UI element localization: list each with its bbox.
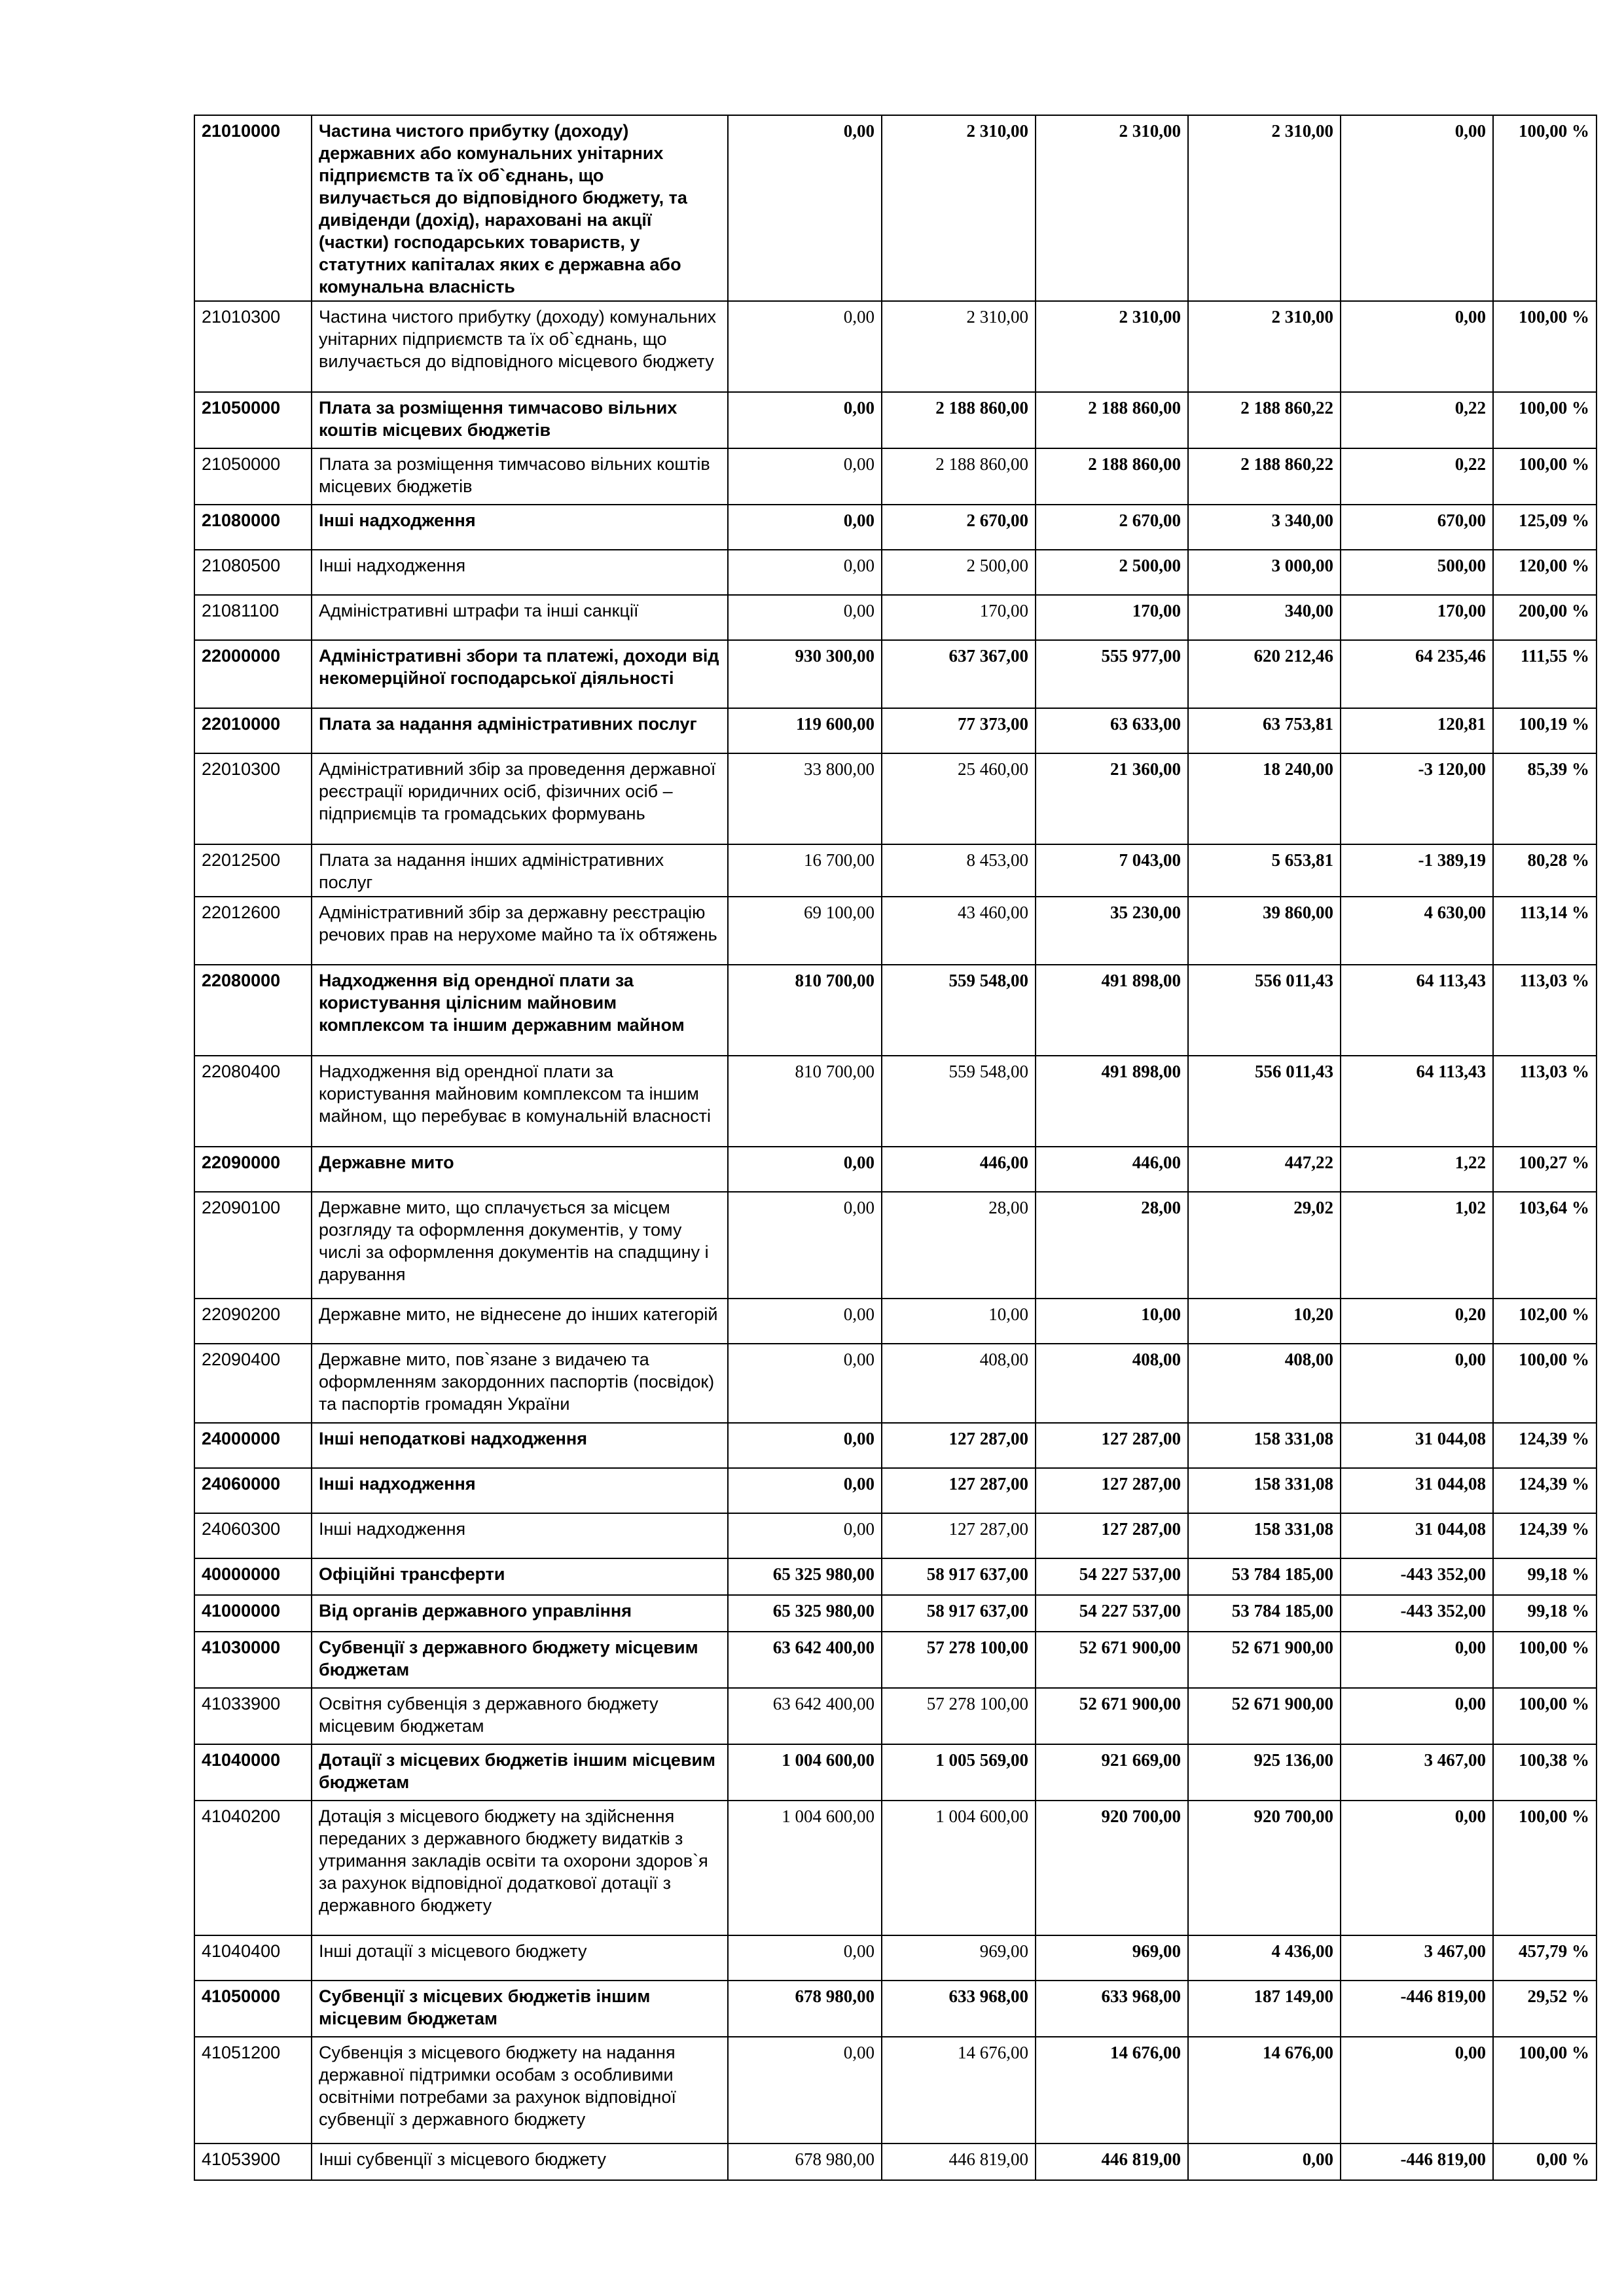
value-cell-2: 28,00 [882,1192,1036,1299]
value-cell-5: 170,00 [1341,595,1493,640]
row-name-cell: Надходження від орендної плати за користування майновим комплексом та іншим майном, що перебуває в комунальній власності [312,1056,728,1147]
value-cell-5: 0,22 [1341,448,1493,505]
percent-cell: 120,00 % [1493,550,1597,595]
value-cell-2: 969,00 [882,1935,1036,1981]
row-name-cell: Інші надходження [312,1513,728,1558]
value-cell-1: 678 980,00 [728,1981,882,2037]
table-row [194,1468,1597,1513]
value-cell-2: 43 460,00 [882,897,1036,965]
row-code-cell: 22010000 [194,708,312,753]
value-cell-5: 0,00 [1341,1632,1493,1688]
percent-cell: 100,27 % [1493,1147,1597,1192]
value-cell-4: 408,00 [1188,1344,1341,1423]
value-cell-4: 3 000,00 [1188,550,1341,595]
value-cell-5: 64 235,46 [1341,640,1493,708]
value-cell-1: 0,00 [728,448,882,505]
table-row [194,1558,1597,1595]
row-code-cell: 21050000 [194,392,312,448]
row-code-cell: 22080400 [194,1056,312,1147]
value-cell-4: 2 188 860,22 [1188,392,1341,448]
value-cell-5: 1,22 [1341,1147,1493,1192]
percent-cell: 100,00 % [1493,1688,1597,1744]
row-name-cell: Адміністративний збір за проведення державної реєстрації юридичних осіб, фізичних осіб – підприємців та громадських формувань [312,753,728,844]
percent-cell: 100,00 % [1493,2037,1597,2144]
value-cell-5: -446 819,00 [1341,1981,1493,2037]
row-name-cell: Державне мито, пов`язане з видачею та оформленням закордонних паспортів (посвідок) та паспортів громадян України [312,1344,728,1423]
row-code-cell: 21010300 [194,301,312,392]
value-cell-5: 31 044,08 [1341,1468,1493,1513]
value-cell-1: 63 642 400,00 [728,1632,882,1688]
value-cell-2: 637 367,00 [882,640,1036,708]
value-cell-3: 28,00 [1036,1192,1188,1299]
percent-cell: 100,00 % [1493,1801,1597,1935]
row-code-cell: 21080000 [194,505,312,550]
value-cell-5: 0,22 [1341,392,1493,448]
value-cell-2: 2 310,00 [882,301,1036,392]
value-cell-3: 2 310,00 [1036,301,1188,392]
value-cell-5: -3 120,00 [1341,753,1493,844]
value-cell-3: 2 188 860,00 [1036,448,1188,505]
value-cell-4: 2 310,00 [1188,115,1341,301]
value-cell-3: 127 287,00 [1036,1423,1188,1468]
value-cell-4: 187 149,00 [1188,1981,1341,2037]
value-cell-1: 0,00 [728,1147,882,1192]
value-cell-1: 16 700,00 [728,844,882,897]
value-cell-3: 52 671 900,00 [1036,1632,1188,1688]
table-row [194,1801,1597,1935]
value-cell-4: 0,00 [1188,2144,1341,2180]
percent-cell: 99,18 % [1493,1595,1597,1632]
percent-cell: 80,28 % [1493,844,1597,897]
percent-cell: 124,39 % [1493,1513,1597,1558]
value-cell-4: 158 331,08 [1188,1468,1341,1513]
row-code-cell: 41051200 [194,2037,312,2144]
value-cell-2: 408,00 [882,1344,1036,1423]
percent-cell: 113,03 % [1493,965,1597,1056]
row-code-cell: 22090100 [194,1192,312,1299]
row-code-cell: 41040400 [194,1935,312,1981]
value-cell-1: 0,00 [728,1344,882,1423]
value-cell-1: 930 300,00 [728,640,882,708]
percent-cell: 100,00 % [1493,301,1597,392]
value-cell-1: 0,00 [728,392,882,448]
percent-cell: 85,39 % [1493,753,1597,844]
value-cell-5: 64 113,43 [1341,1056,1493,1147]
row-name-cell: Інші субвенції з місцевого бюджету [312,2144,728,2180]
percent-cell: 103,64 % [1493,1192,1597,1299]
row-code-cell: 22000000 [194,640,312,708]
value-cell-1: 0,00 [728,301,882,392]
value-cell-5: 3 467,00 [1341,1744,1493,1801]
value-cell-2: 77 373,00 [882,708,1036,753]
table-row [194,2144,1597,2180]
table-row [194,1688,1597,1744]
value-cell-3: 170,00 [1036,595,1188,640]
row-name-cell: Інші надходження [312,1468,728,1513]
value-cell-1: 678 980,00 [728,2144,882,2180]
value-cell-5: 1,02 [1341,1192,1493,1299]
table-row [194,640,1597,708]
value-cell-3: 446,00 [1036,1147,1188,1192]
value-cell-3: 63 633,00 [1036,708,1188,753]
value-cell-5: -443 352,00 [1341,1595,1493,1632]
value-cell-2: 446,00 [882,1147,1036,1192]
value-cell-3: 21 360,00 [1036,753,1188,844]
row-code-cell: 22090000 [194,1147,312,1192]
value-cell-2: 2 310,00 [882,115,1036,301]
percent-cell: 102,00 % [1493,1299,1597,1344]
value-cell-1: 33 800,00 [728,753,882,844]
value-cell-5: 3 467,00 [1341,1935,1493,1981]
table-row [194,1981,1597,2037]
row-name-cell: Інші надходження [312,550,728,595]
value-cell-4: 925 136,00 [1188,1744,1341,1801]
value-cell-2: 14 676,00 [882,2037,1036,2144]
percent-cell: 0,00 % [1493,2144,1597,2180]
percent-cell: 124,39 % [1493,1468,1597,1513]
value-cell-3: 969,00 [1036,1935,1188,1981]
percent-cell: 113,03 % [1493,1056,1597,1147]
percent-cell: 100,19 % [1493,708,1597,753]
row-name-cell: Державне мито, що сплачується за місцем розгляду та оформлення документів, у тому числі за оформлення документів на спадщину і дарування [312,1192,728,1299]
value-cell-3: 10,00 [1036,1299,1188,1344]
value-cell-1: 810 700,00 [728,1056,882,1147]
value-cell-1: 0,00 [728,1423,882,1468]
value-cell-3: 52 671 900,00 [1036,1688,1188,1744]
value-cell-3: 2 188 860,00 [1036,392,1188,448]
value-cell-2: 127 287,00 [882,1468,1036,1513]
table-row [194,1513,1597,1558]
table-row [194,1147,1597,1192]
value-cell-4: 158 331,08 [1188,1423,1341,1468]
value-cell-4: 10,20 [1188,1299,1341,1344]
row-code-cell: 41040200 [194,1801,312,1935]
value-cell-2: 1 004 600,00 [882,1801,1036,1935]
row-code-cell: 41050000 [194,1981,312,2037]
value-cell-4: 52 671 900,00 [1188,1632,1341,1688]
value-cell-3: 35 230,00 [1036,897,1188,965]
value-cell-5: -446 819,00 [1341,2144,1493,2180]
table-row [194,1744,1597,1801]
value-cell-4: 620 212,46 [1188,640,1341,708]
row-name-cell: Субвенції з державного бюджету місцевим бюджетам [312,1632,728,1688]
row-name-cell: Державне мито [312,1147,728,1192]
value-cell-2: 10,00 [882,1299,1036,1344]
table-row [194,1595,1597,1632]
value-cell-4: 2 188 860,22 [1188,448,1341,505]
value-cell-2: 127 287,00 [882,1423,1036,1468]
table-row [194,115,1597,301]
table-row [194,550,1597,595]
percent-cell: 100,00 % [1493,392,1597,448]
value-cell-4: 18 240,00 [1188,753,1341,844]
value-cell-1: 0,00 [728,1192,882,1299]
table-row [194,1935,1597,1981]
row-name-cell: Від органів державного управління [312,1595,728,1632]
value-cell-4: 29,02 [1188,1192,1341,1299]
value-cell-4: 3 340,00 [1188,505,1341,550]
value-cell-3: 127 287,00 [1036,1468,1188,1513]
percent-cell: 100,00 % [1493,1632,1597,1688]
table-row [194,753,1597,844]
value-cell-1: 65 325 980,00 [728,1558,882,1595]
value-cell-2: 58 917 637,00 [882,1595,1036,1632]
value-cell-2: 8 453,00 [882,844,1036,897]
value-cell-2: 446 819,00 [882,2144,1036,2180]
row-name-cell: Адміністративні збори та платежі, доходи від некомерційної господарської діяльності [312,640,728,708]
value-cell-3: 555 977,00 [1036,640,1188,708]
value-cell-5: 0,20 [1341,1299,1493,1344]
row-name-cell: Частина чистого прибутку (доходу) комунальних унітарних підприємств та їх об`єднань, що вилучається до відповідного місцевого бюджету [312,301,728,392]
row-code-cell: 22012600 [194,897,312,965]
row-code-cell: 21050000 [194,448,312,505]
value-cell-3: 2 500,00 [1036,550,1188,595]
row-name-cell: Інші дотації з місцевого бюджету [312,1935,728,1981]
value-cell-2: 58 917 637,00 [882,1558,1036,1595]
row-name-cell: Дотація з місцевого бюджету на здійснення переданих з державного бюджету видатків з утримання закладів освіти та охорони здоров`я за рахунок відповідної додаткової дотації з державного бюджету [312,1801,728,1935]
value-cell-4: 340,00 [1188,595,1341,640]
table-row [194,1632,1597,1688]
row-name-cell: Частина чистого прибутку (доходу) державних або комунальних унітарних підприємств та їх об`єднань, що вилучається до відповідного бюджету, та дивіденди (дохід), нараховані на акції (частки) господарських товариств, у статутних капіталах яких є державна або комунальна власність [312,115,728,301]
value-cell-1: 69 100,00 [728,897,882,965]
row-code-cell: 22090200 [194,1299,312,1344]
row-name-cell: Офіційні трансферти [312,1558,728,1595]
row-name-cell: Плата за розміщення тимчасово вільних коштів місцевих бюджетів [312,448,728,505]
value-cell-2: 2 188 860,00 [882,392,1036,448]
value-cell-5: 31 044,08 [1341,1513,1493,1558]
table-row [194,301,1597,392]
value-cell-1: 0,00 [728,550,882,595]
row-name-cell: Субвенція з місцевого бюджету на надання державної підтримки особам з особливими освітніми потребами за рахунок відповідної субвенції з державного бюджету [312,2037,728,2144]
value-cell-3: 446 819,00 [1036,2144,1188,2180]
value-cell-1: 0,00 [728,1299,882,1344]
value-cell-2: 2 670,00 [882,505,1036,550]
row-code-cell: 22090400 [194,1344,312,1423]
row-code-cell: 41000000 [194,1595,312,1632]
row-code-cell: 22080000 [194,965,312,1056]
value-cell-5: 120,81 [1341,708,1493,753]
value-cell-4: 158 331,08 [1188,1513,1341,1558]
value-cell-1: 65 325 980,00 [728,1595,882,1632]
percent-cell: 100,00 % [1493,1344,1597,1423]
row-code-cell: 22010300 [194,753,312,844]
row-code-cell: 24060300 [194,1513,312,1558]
value-cell-3: 920 700,00 [1036,1801,1188,1935]
value-cell-3: 633 968,00 [1036,1981,1188,2037]
row-code-cell: 41053900 [194,2144,312,2180]
table-row [194,1192,1597,1299]
value-cell-5: 0,00 [1341,1688,1493,1744]
value-cell-2: 170,00 [882,595,1036,640]
value-cell-1: 0,00 [728,505,882,550]
percent-cell: 100,00 % [1493,448,1597,505]
value-cell-3: 7 043,00 [1036,844,1188,897]
value-cell-2: 559 548,00 [882,1056,1036,1147]
value-cell-4: 53 784 185,00 [1188,1558,1341,1595]
table-row [194,708,1597,753]
value-cell-2: 2 188 860,00 [882,448,1036,505]
value-cell-5: 0,00 [1341,2037,1493,2144]
row-name-cell: Інші надходження [312,505,728,550]
row-name-cell: Адміністративні штрафи та інші санкції [312,595,728,640]
value-cell-5: 0,00 [1341,1344,1493,1423]
value-cell-1: 0,00 [728,595,882,640]
table-row [194,2037,1597,2144]
percent-cell: 100,38 % [1493,1744,1597,1801]
percent-cell: 99,18 % [1493,1558,1597,1595]
value-cell-4: 2 310,00 [1188,301,1341,392]
percent-cell: 200,00 % [1493,595,1597,640]
percent-cell: 125,09 % [1493,505,1597,550]
table-row [194,1344,1597,1423]
row-code-cell: 22012500 [194,844,312,897]
percent-cell: 29,52 % [1493,1981,1597,2037]
value-cell-4: 14 676,00 [1188,2037,1341,2144]
value-cell-4: 53 784 185,00 [1188,1595,1341,1632]
value-cell-1: 119 600,00 [728,708,882,753]
table-row [194,595,1597,640]
row-name-cell: Адміністративний збір за державну реєстрацію речових прав на нерухоме майно та їх обтяжень [312,897,728,965]
value-cell-4: 5 653,81 [1188,844,1341,897]
table-row [194,448,1597,505]
row-name-cell: Плата за надання інших адміністративних послуг [312,844,728,897]
value-cell-2: 559 548,00 [882,965,1036,1056]
table-body [194,115,1597,2180]
value-cell-1: 0,00 [728,1513,882,1558]
value-cell-3: 2 670,00 [1036,505,1188,550]
value-cell-3: 54 227 537,00 [1036,1595,1188,1632]
row-code-cell: 40000000 [194,1558,312,1595]
table-row [194,392,1597,448]
value-cell-4: 39 860,00 [1188,897,1341,965]
value-cell-4: 4 436,00 [1188,1935,1341,1981]
table-row [194,1423,1597,1468]
row-name-cell: Освітня субвенція з державного бюджету місцевим бюджетам [312,1688,728,1744]
value-cell-4: 63 753,81 [1188,708,1341,753]
value-cell-4: 556 011,43 [1188,965,1341,1056]
value-cell-1: 0,00 [728,1935,882,1981]
value-cell-2: 25 460,00 [882,753,1036,844]
row-name-cell: Дотації з місцевих бюджетів іншим місцевим бюджетам [312,1744,728,1801]
value-cell-4: 920 700,00 [1188,1801,1341,1935]
row-code-cell: 21010000 [194,115,312,301]
value-cell-5: 500,00 [1341,550,1493,595]
row-code-cell: 24060000 [194,1468,312,1513]
row-code-cell: 21080500 [194,550,312,595]
percent-cell: 111,55 % [1493,640,1597,708]
value-cell-3: 14 676,00 [1036,2037,1188,2144]
value-cell-1: 0,00 [728,115,882,301]
table-row [194,844,1597,897]
table-row [194,505,1597,550]
row-code-cell: 41040000 [194,1744,312,1801]
value-cell-3: 921 669,00 [1036,1744,1188,1801]
value-cell-4: 52 671 900,00 [1188,1688,1341,1744]
row-name-cell: Надходження від орендної плати за користування цілісним майновим комплексом та іншим державним майном [312,965,728,1056]
value-cell-2: 2 500,00 [882,550,1036,595]
value-cell-1: 0,00 [728,1468,882,1513]
percent-cell: 457,79 % [1493,1935,1597,1981]
value-cell-3: 127 287,00 [1036,1513,1188,1558]
budget-execution-table [194,115,1597,2181]
row-code-cell: 41033900 [194,1688,312,1744]
table-row [194,1299,1597,1344]
row-code-cell: 24000000 [194,1423,312,1468]
value-cell-2: 127 287,00 [882,1513,1036,1558]
percent-cell: 100,00 % [1493,115,1597,301]
value-cell-5: 64 113,43 [1341,965,1493,1056]
value-cell-1: 1 004 600,00 [728,1744,882,1801]
value-cell-5: -443 352,00 [1341,1558,1493,1595]
value-cell-1: 1 004 600,00 [728,1801,882,1935]
row-name-cell: Інші неподаткові надходження [312,1423,728,1468]
value-cell-4: 556 011,43 [1188,1056,1341,1147]
row-name-cell: Плата за розміщення тимчасово вільних коштів місцевих бюджетів [312,392,728,448]
table-row [194,897,1597,965]
value-cell-5: 31 044,08 [1341,1423,1493,1468]
value-cell-2: 57 278 100,00 [882,1688,1036,1744]
value-cell-5: -1 389,19 [1341,844,1493,897]
value-cell-1: 63 642 400,00 [728,1688,882,1744]
row-code-cell: 41030000 [194,1632,312,1688]
value-cell-5: 670,00 [1341,505,1493,550]
value-cell-1: 810 700,00 [728,965,882,1056]
percent-cell: 124,39 % [1493,1423,1597,1468]
value-cell-2: 57 278 100,00 [882,1632,1036,1688]
table-row [194,965,1597,1056]
value-cell-3: 491 898,00 [1036,965,1188,1056]
row-code-cell: 21081100 [194,595,312,640]
value-cell-4: 447,22 [1188,1147,1341,1192]
value-cell-2: 633 968,00 [882,1981,1036,2037]
value-cell-5: 4 630,00 [1341,897,1493,965]
row-name-cell: Державне мито, не віднесене до інших категорій [312,1299,728,1344]
value-cell-1: 0,00 [728,2037,882,2144]
value-cell-5: 0,00 [1341,1801,1493,1935]
value-cell-5: 0,00 [1341,301,1493,392]
row-name-cell: Плата за надання адміністративних послуг [312,708,728,753]
percent-cell: 113,14 % [1493,897,1597,965]
value-cell-3: 54 227 537,00 [1036,1558,1188,1595]
value-cell-3: 408,00 [1036,1344,1188,1423]
value-cell-3: 491 898,00 [1036,1056,1188,1147]
table-row [194,1056,1597,1147]
value-cell-5: 0,00 [1341,115,1493,301]
value-cell-3: 2 310,00 [1036,115,1188,301]
row-name-cell: Субвенції з місцевих бюджетів іншим місцевим бюджетам [312,1981,728,2037]
value-cell-2: 1 005 569,00 [882,1744,1036,1801]
